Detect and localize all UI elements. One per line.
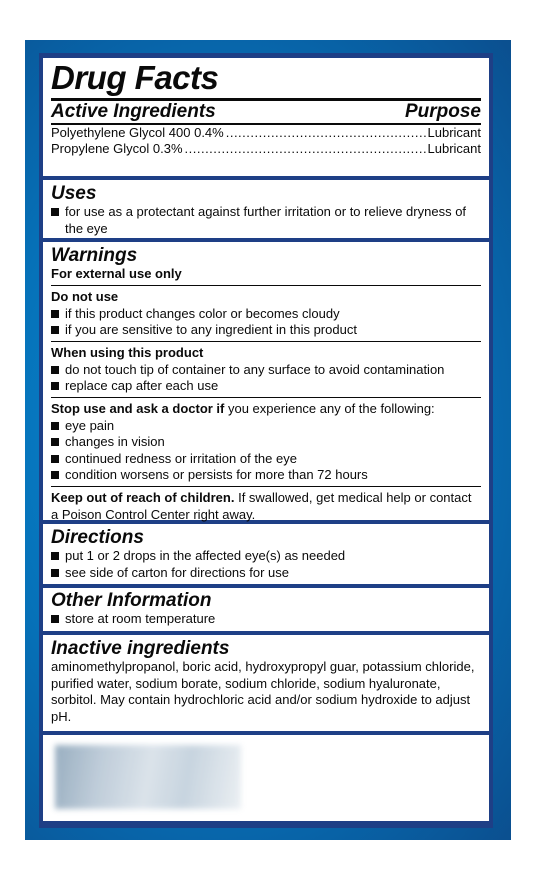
uses-heading: Uses [51,183,97,204]
bullet-icon [51,455,59,463]
do-not-use-label: Do not use [51,289,119,304]
stop-use-label: Stop use and ask a doctor if [51,401,225,416]
directions-heading: Directions [51,527,144,548]
ingredient-name: Polyethylene Glycol 400 0.4% [51,124,224,140]
drug-facts-box [43,58,489,176]
children-rest: If swallowed, get medical help or contact a Poison Control Center right away. [51,490,472,522]
active-ingredients-heading: Active Ingredients [51,101,216,122]
purpose-heading: Purpose [404,101,481,122]
list-item: continued redness or irritation of the eye [51,451,481,468]
list-item: for use as a protectant against further irritation or to relieve dryness of the eye [51,204,481,237]
blurred-label-area [43,735,489,821]
label-frame [25,40,511,840]
stop-use-line [51,401,481,418]
inactive-text: aminomethylpropanol, boric acid, hydroxypropyl guar, potassium chloride, purified water, sodium borate, sodium chloride, sodium hyaluronate, sorbitol. May contain hydrochloric acid and/or sodium hydroxide to adjust pH. [51,659,475,724]
directions-box [43,524,489,584]
inactive-heading: Inactive ingredients [51,638,230,659]
ingredient-name: Propylene Glycol 0.3% [51,141,183,156]
bullet-icon [51,438,59,446]
bullet-icon [51,569,59,577]
list-item: store at room temperature [51,611,481,628]
bullet-icon [51,310,59,318]
list-item: condition worsens or persists for more than 72 hours [51,467,481,484]
active-ingredient-row [51,125,481,142]
leader-dots [185,141,426,158]
other-info-heading: Other Information [51,590,212,611]
list-item: eye pain [51,418,481,435]
list-item: if you are sensitive to any ingredient in this product [51,322,481,339]
label-border [39,53,493,828]
list-item: replace cap after each use [51,378,481,395]
warnings-heading: Warnings [51,245,138,266]
list-item: if this product changes color or becomes cloudy [51,306,481,323]
list-item: changes in vision [51,434,481,451]
bullet-icon [51,471,59,479]
divider [51,486,481,488]
bullet-icon [51,552,59,560]
list-item: do not touch tip of container to any surface to avoid contamination [51,362,481,379]
leader-dots [226,125,426,142]
when-using-label: When using this product [51,345,204,360]
bullet-icon [51,422,59,430]
stop-use-rest: you experience any of the following: [224,401,435,416]
bullet-icon [51,326,59,334]
blurred-image [55,745,241,809]
divider [51,397,481,399]
children-warning [51,490,481,523]
divider [51,341,481,343]
other-info-box [43,588,489,631]
bullet-icon [51,382,59,390]
drug-facts-title: Drug Facts [51,59,219,96]
active-header [51,102,481,122]
list-item: put 1 or 2 drops in the affected eye(s) as needed [51,548,481,565]
divider [51,285,481,287]
bullet-icon [51,366,59,374]
uses-box [43,180,489,238]
children-label: Keep out of reach of children. [51,490,235,505]
list-item: see side of carton for directions for use [51,565,481,582]
ingredient-purpose: Lubricant [427,141,481,156]
warnings-box [43,242,489,520]
bullet-icon [51,615,59,623]
external-use-label: For external use only [51,266,182,281]
inactive-box [43,635,489,731]
bullet-icon [51,208,59,216]
ingredient-purpose: Lubricant [427,124,481,140]
active-ingredient-row [51,141,481,158]
